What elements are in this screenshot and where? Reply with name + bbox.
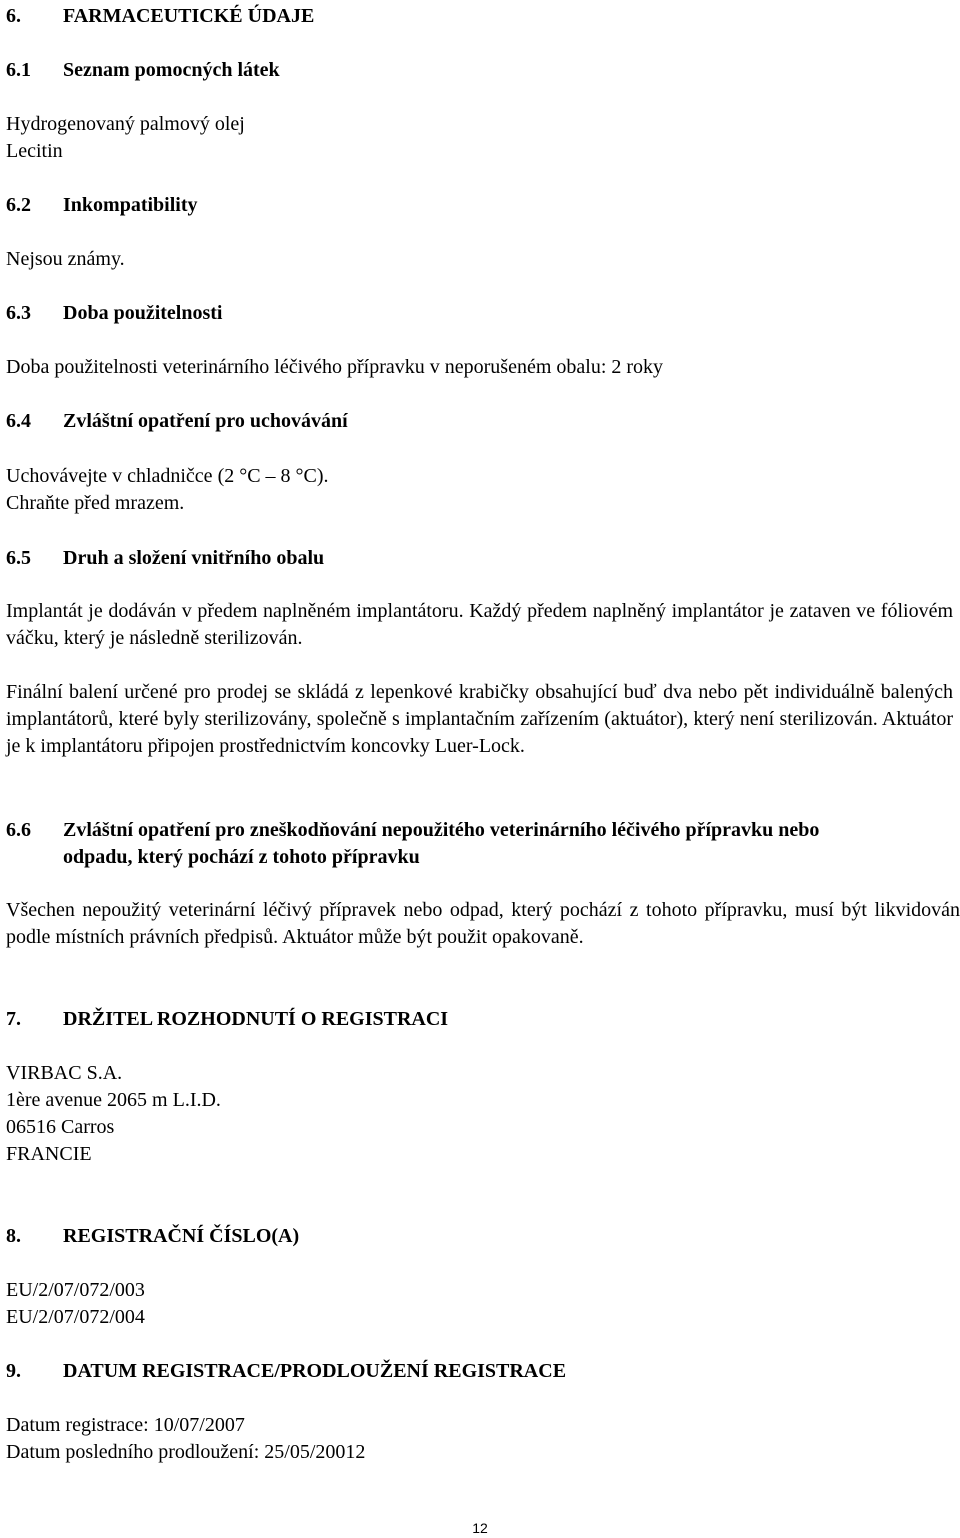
section-6-6-heading-cont [6, 845, 946, 871]
section-title: Doba použitelnosti [63, 302, 223, 324]
section-6-heading [6, 4, 946, 30]
section-title: DATUM REGISTRACE/PRODLOUŽENÍ REGISTRACE [63, 1360, 567, 1382]
shelf-life-text: Doba použitelnosti veterinárního léčivého přípravku v neporušeném obalu: 2 roky [6, 356, 664, 378]
section-6-2-heading [6, 193, 946, 219]
section-6-3-heading [6, 301, 946, 327]
section-title: DRŽITEL ROZHODNUTÍ O REGISTRACI [63, 1008, 449, 1030]
section-6-5-heading [6, 546, 946, 572]
section-6-6-heading [6, 818, 946, 844]
container-paragraph-2: Finální balení určené pro prodej se skládá z lepenkové krabičky obsahující buď dva nebo pět individuálně balených implantátorů, které byly sterilizovány, společně s implantačním zařízením (aktuátor), který není sterilizován. Aktuátor je k implantátoru připojen prostřednictvím koncovky Luer-Lock. [6, 681, 953, 757]
storage-line: Uchovávejte v chladničce (2 °C – 8 °C). [6, 465, 329, 487]
section-number: 6.5 [6, 547, 31, 569]
section-title: FARMACEUTICKÉ ÚDAJE [63, 5, 315, 27]
section-title: Inkompatibility [63, 194, 198, 216]
section-title: Zvláštní opatření pro zneškodňování nepoužitého veterinárního léčivého přípravku nebo [63, 819, 820, 841]
section-title: Seznam pomocných látek [63, 59, 280, 81]
holder-line: VIRBAC S.A. [6, 1062, 123, 1084]
registration-number: EU/2/07/072/004 [6, 1306, 145, 1328]
container-paragraph-1: Implantát je dodáván v předem naplněném implantátoru. Každý předem naplněný implantátor je zataven ve fóliovém váčku, který je následně sterilizován. [6, 600, 953, 649]
section-title: odpadu, který pochází z tohoto přípravku [63, 846, 420, 868]
section-number: 6.1 [6, 59, 31, 81]
section-number: 6.3 [6, 302, 31, 324]
storage-line: Chraňte před mrazem. [6, 492, 185, 514]
section-title: REGISTRAČNÍ ČÍSLO(A) [63, 1225, 300, 1247]
section-7-heading [6, 1007, 946, 1033]
section-6-1-heading [6, 58, 946, 84]
excipient-line: Lecitin [6, 140, 63, 162]
section-number: 9. [6, 1360, 21, 1382]
disposal-paragraph: Všechen nepoužitý veterinární léčivý přípravek nebo odpad, který pochází z tohoto přípravku, musí být likvidován podle místních právních předpisů. Aktuátor může být použit opakovaně. [6, 899, 960, 948]
page-number: 12 [472, 1520, 488, 1536]
holder-line: FRANCIE [6, 1143, 92, 1165]
section-8-heading [6, 1224, 946, 1250]
section-number: 7. [6, 1008, 21, 1030]
section-number: 6. [6, 5, 21, 27]
section-9-heading [6, 1359, 946, 1385]
section-number: 6.6 [6, 819, 31, 841]
section-number: 8. [6, 1225, 21, 1247]
excipient-line: Hydrogenovaný palmový olej [6, 113, 245, 135]
registration-number: EU/2/07/072/003 [6, 1279, 145, 1301]
section-title: Zvláštní opatření pro uchovávání [63, 410, 348, 432]
section-number: 6.4 [6, 410, 31, 432]
holder-line: 06516 Carros [6, 1116, 115, 1138]
holder-line: 1ère avenue 2065 m L.I.D. [6, 1089, 221, 1111]
renewal-date: Datum posledního prodloužení: 25/05/20012 [6, 1441, 366, 1463]
section-title: Druh a složení vnitřního obalu [63, 547, 325, 569]
registration-date: Datum registrace: 10/07/2007 [6, 1414, 245, 1436]
section-number: 6.2 [6, 194, 31, 216]
incompatibility-text: Nejsou známy. [6, 248, 125, 270]
section-6-4-heading [6, 409, 946, 435]
